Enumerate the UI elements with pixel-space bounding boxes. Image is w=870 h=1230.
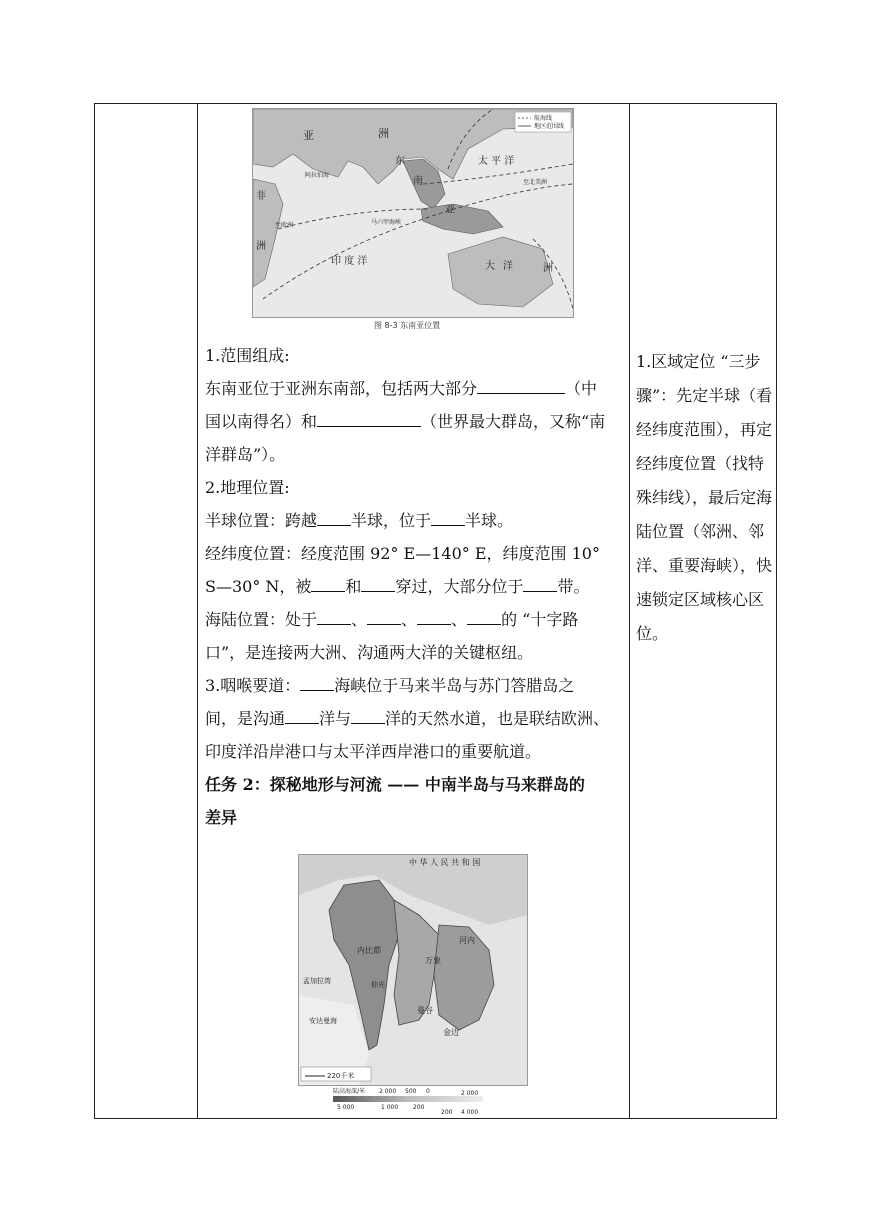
latlon-line2: S—30° N，被 和 穿过，大部分位于 带。 <box>205 577 590 596</box>
section2-heading: 2.地理位置: <box>205 478 290 497</box>
sealand-line2: 口”，是连接两大洲、沟通两大洋的关键枢纽。 <box>205 643 534 662</box>
label-malacca: 马六甲海峡 <box>371 219 402 226</box>
notes-column <box>630 104 777 1118</box>
legend-val-0: 2 000 <box>379 1088 397 1095</box>
strait-line3: 印度洋沿岸港口与太平洋西岸港口的重要航道。 <box>205 742 542 761</box>
strait-line1: 3.咽喉要道： 海峡位于马来半岛与苏门答腊岛之 <box>205 676 575 695</box>
label-asia-2: 洲 <box>378 127 389 140</box>
label-to-europe: 至欧洲 <box>275 222 294 229</box>
section1-heading: 1.范围组成: <box>205 346 290 365</box>
label-naypyidaw: 内比都 <box>357 946 381 955</box>
legend-val-6: 200 <box>413 1104 425 1111</box>
map-svg <box>253 109 573 317</box>
legend-val-1: 500 <box>405 1088 417 1095</box>
legend-val-7: 200 <box>441 1109 453 1115</box>
label-andaman-sea: 安达曼海 <box>309 1017 337 1025</box>
section1-line3: 洋群岛”）。 <box>205 445 286 464</box>
label-china: 中 华 人 民 共 和 国 <box>409 858 481 867</box>
legend-boundary: 地区范围线 <box>534 123 565 130</box>
legend-val-3: 2 000 <box>461 1090 479 1097</box>
label-bangkok: 曼谷 <box>417 1006 433 1015</box>
legend-val-2: 0 <box>426 1088 430 1095</box>
terrain-legend-svg <box>333 1087 493 1115</box>
legend-val-8: 4 000 <box>461 1109 479 1115</box>
strait-line2: 间，是沟通 洋与 洋的天然水道，也是联结欧洲、 <box>205 709 610 728</box>
task2-title: 任务 2：探秘地形与河流 —— 中南半岛与马来群岛的 <box>205 775 585 794</box>
label-oceania-1: 大 <box>485 261 495 272</box>
label-bay-of-bengal: 孟加拉湾 <box>303 977 331 985</box>
label-nan: 南 <box>413 176 423 187</box>
label-oceania-2: 洋 <box>503 261 513 272</box>
figure1-caption: 图 8-3 东南亚位置 <box>374 321 441 330</box>
legend-title: 陆高海深/米 <box>333 1088 366 1095</box>
section1-line2: 国以南得名）和 （世界最大群岛，又称“南 <box>205 412 606 431</box>
label-ya: 亚 <box>445 205 455 216</box>
terrain-svg <box>299 855 527 1085</box>
latlon-line1: 经纬度位置：经度范围 92° E—140° E，纬度范围 10° <box>205 544 600 563</box>
indochina-terrain-map <box>298 854 528 1086</box>
text-block <box>205 339 623 834</box>
label-fei: 非 <box>256 191 266 202</box>
worksheet-table <box>94 103 777 1119</box>
label-phnom-penh: 金边 <box>443 1028 459 1037</box>
task2-title-cont: 差异 <box>205 808 238 827</box>
hemisphere-line: 半球位置：跨越 半球，位于 半球。 <box>205 511 514 530</box>
legend-val-5: 1 000 <box>381 1104 399 1111</box>
label-yangon: 仰光 <box>371 981 385 989</box>
label-asia-1: 亚 <box>303 129 314 142</box>
section1-line1: 东南亚位于亚洲东南部，包括两大部分 （中 <box>205 379 598 398</box>
label-dong: 东 <box>395 156 405 167</box>
terrain-legend <box>333 1087 493 1115</box>
label-arabian-sea: 阿拉伯海 <box>305 172 330 179</box>
label-pacific: 太 平 洋 <box>478 156 515 167</box>
label-zhou: 洲 <box>256 241 266 252</box>
legend-val-4: 5 000 <box>337 1104 355 1111</box>
label-oceania-3: 洲 <box>543 263 553 274</box>
label-vientiane: 万象 <box>425 956 441 965</box>
scale-label: 220千米 <box>327 1072 355 1080</box>
content-column <box>197 104 629 1118</box>
method-note: 1.区域定位 “三步骤”：先定半球（看经纬度范围），再定经纬度位置（找特殊纬线），最后定海陆位置（邻洲、邻洋、重要海峡），快速锁定区域核心区位。 <box>636 352 773 643</box>
sealand-line1: 海陆位置：处于 、 、 、 的 “十字路 <box>205 610 579 629</box>
legend-route: 航海线 <box>534 115 553 122</box>
label-hanoi: 河内 <box>459 936 475 945</box>
label-indian-ocean: 印 度 洋 <box>331 256 368 267</box>
label-to-north-america: 至北美洲 <box>523 179 548 186</box>
southeast-asia-location-map <box>252 108 574 318</box>
